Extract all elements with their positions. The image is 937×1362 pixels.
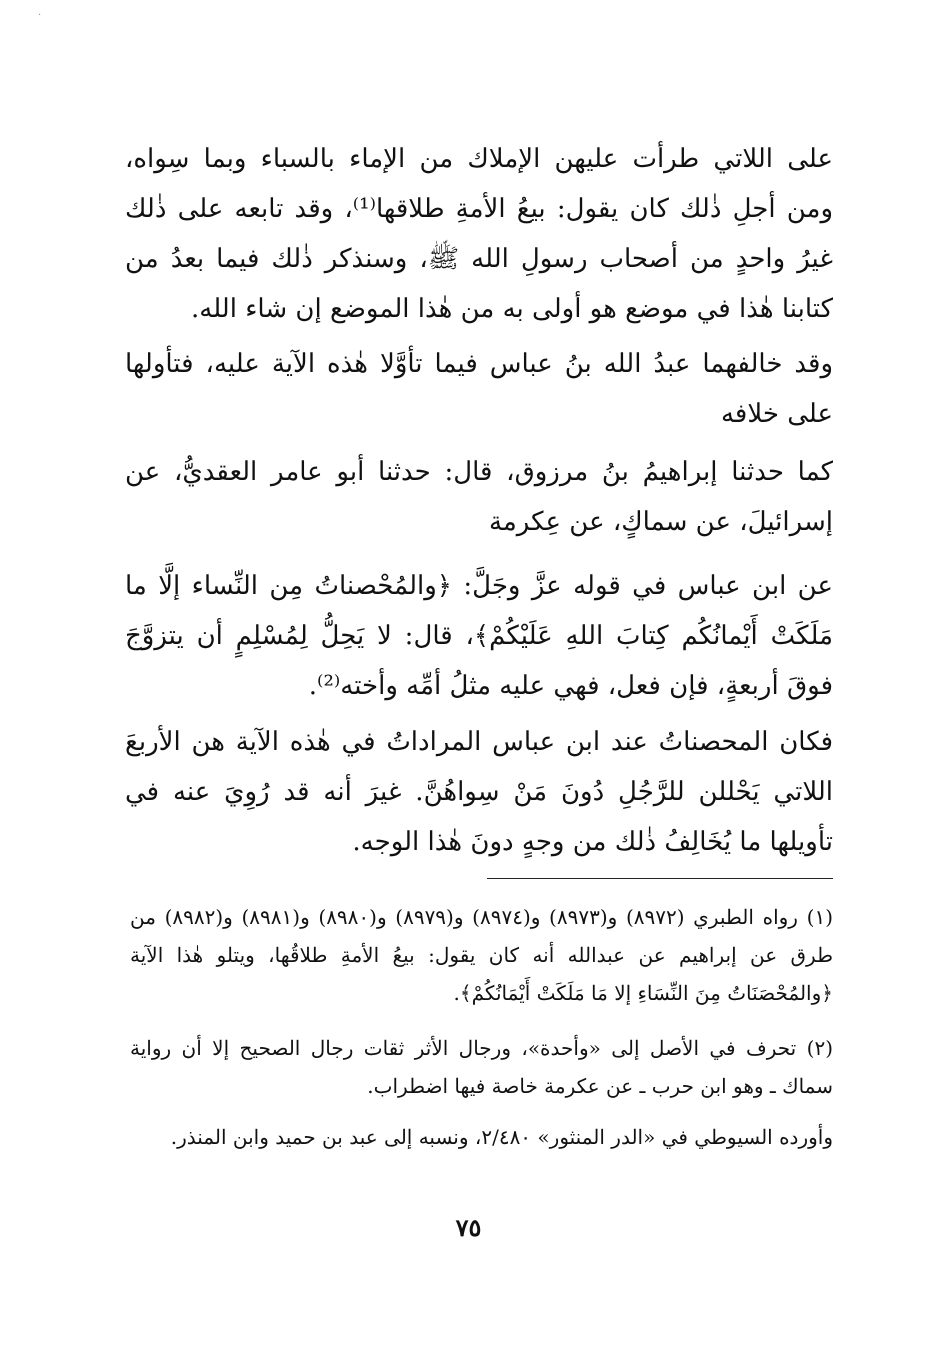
footnote-1: (١) رواه الطبري (٨٩٧٢) و(٨٩٧٣) و(٨٩٧٤) و(٨٩٧٩) و(٨٩٨٠) و(٨٩٨١) و(٨٩٨٢) من طرق عن إبراهيم عن عبدالله أنه كان يقول: بيعُ الأمةِ طلاقُها، ويتلو هٰذا الآية ﴿والمُحْصَنَاتُ مِنَ النِّسَاءِ إلا مَا مَلَكَتْ أَيْمَانُكُمْ﴾. xyxy=(130,905,833,1005)
footnote-2: (٢) تحرف في الأصل إلى «وأحدة»، ورجال الأثر ثقات رجال الصحيح إلا أن رواية سماك ـ وهو ابن حرب ـ عن عكرمة خاصة فيها اضطراب. xyxy=(130,1036,833,1098)
paragraph-2: وقد خالفهما عبدُ الله بنُ عباس فيما تأوَّلا هٰذه الآية عليه، فتأولها على خلافه xyxy=(125,349,833,429)
scan-mark: · xyxy=(38,10,42,21)
page-number: ٧٥ xyxy=(455,1213,482,1242)
footnote-2-continuation: وأورده السيوطي في «الدر المنثور» ٢/٤٨٠، ونسبه إلى عبد بن حميد وابن المنذر. xyxy=(170,1125,833,1149)
paragraph-5: فكان المحصناتُ عند ابن عباس المراداتُ في هٰذه الآية هن الأربعَ اللاتي يَحْللن للرَّجُلِ دُونَ مَنْ سِواهُنَّ. غيرَ أنه قد رُوِيَ عنه في تأويلها ما يُخَالِفُ ذٰلك من وجهٍ دونَ هٰذا الوجه. xyxy=(125,727,833,857)
paragraph-1: على اللاتي طرأت عليهن الإملاك من الإماء بالسباء وبما سِواه، ومن أجلِ ذٰلك كان يقول: بيعُ الأمةِ طلاقها⁽¹⁾، وقد تابعه على ذٰلك غيرُ واحدٍ من أصحاب رسولِ الله ﷺ، وسنذكر ذٰلك فيما بعدُ من كتابنا هٰذا في موضع هو أولى به من هٰذا الموضع إن شاء الله. xyxy=(125,144,833,324)
paragraph-3: كما حدثنا إبراهيمُ بنُ مرزوق، قال: حدثنا أبو عامر العقديُّ، عن إسرائيلَ، عن سماكٍ، عن عِكرمة xyxy=(125,457,833,537)
footnote-separator xyxy=(487,878,833,879)
paragraph-4: عن ابن عباس في قوله عزَّ وجَلَّ: ﴿والمُحْصناتُ مِن النِّساء إلَّا ما مَلَكَتْ أَيْمانُكُم كِتابَ اللهِ عَلَيْكُمْ﴾، قال: لا يَحِلُّ لِمُسْلِمٍ أن يتزوَّجَ فوقَ أربعةٍ، فإن فعل، فهي عليه مثلُ أمِّه وأخته⁽²⁾. xyxy=(125,571,833,701)
